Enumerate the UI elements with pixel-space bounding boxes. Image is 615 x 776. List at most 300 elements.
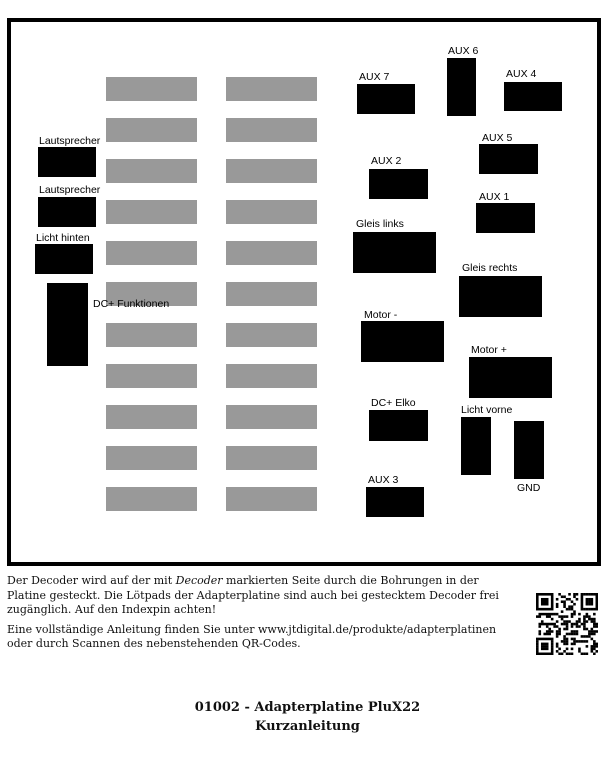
qr-module [543, 608, 546, 611]
qr-module [578, 648, 581, 651]
qr-module [573, 610, 576, 613]
qr-module [583, 623, 586, 626]
pad-lautsprecher-2 [38, 197, 96, 227]
qr-module [548, 653, 551, 655]
qr-module [551, 605, 554, 608]
label-licht-hinten: Licht hinten [36, 232, 90, 244]
qr-module [541, 603, 544, 606]
qr-module [566, 623, 569, 626]
qr-module [541, 645, 544, 648]
qr-code-graphic [536, 593, 598, 655]
qr-module [578, 640, 581, 643]
qr-module [566, 648, 569, 651]
pad-licht-hinten [35, 244, 93, 274]
qr-module [588, 600, 591, 603]
qr-module [563, 650, 566, 653]
label-aux4: AUX 4 [506, 68, 537, 80]
qr-module [536, 605, 539, 608]
qr-module [586, 653, 589, 655]
qr-module [576, 640, 579, 643]
qr-module [583, 615, 586, 618]
qr-module [556, 625, 559, 628]
qr-module [538, 623, 541, 626]
label-aux5: AUX 5 [482, 132, 513, 144]
qr-module [536, 595, 539, 598]
pin-pad [106, 405, 197, 429]
qr-module [583, 635, 586, 638]
qr-module [546, 613, 549, 616]
qr-module [551, 640, 554, 643]
qr-module [538, 613, 541, 616]
qr-module [581, 653, 584, 655]
pin-pad [226, 241, 317, 265]
qr-module [586, 613, 589, 616]
qr-module [546, 645, 549, 648]
qr-module [556, 630, 559, 633]
qr-module [593, 633, 596, 636]
qr-module [576, 598, 579, 601]
qr-module [576, 620, 579, 623]
qr-module [571, 643, 574, 646]
qr-module [586, 600, 589, 603]
qr-module [558, 630, 561, 633]
pin-pad [226, 118, 317, 142]
pad-motor-plus [469, 357, 552, 398]
qr-module [596, 600, 598, 603]
qr-module [596, 595, 598, 598]
qr-module [591, 608, 594, 611]
qr-module [551, 593, 554, 596]
qr-module [586, 603, 589, 606]
qr-module [563, 635, 566, 638]
qr-module [593, 645, 596, 648]
pad-gleis-rechts [459, 276, 542, 317]
label-licht-vorne: Licht vorne [461, 404, 513, 416]
qr-module [551, 623, 554, 626]
qr-module [568, 605, 571, 608]
qr-module [538, 638, 541, 641]
qr-module [571, 608, 574, 611]
qr-module [551, 595, 554, 598]
qr-module [558, 648, 561, 651]
qr-module [588, 593, 591, 596]
pin-pad [226, 200, 317, 224]
qr-module [546, 643, 549, 646]
qr-module [591, 600, 594, 603]
qr-module [563, 595, 566, 598]
qr-module [536, 650, 539, 653]
qr-module [596, 603, 598, 606]
description-text: Der Decoder wird auf der mit [7, 574, 176, 587]
qr-module [563, 603, 566, 606]
qr-module [571, 638, 574, 641]
pad-aux1 [476, 203, 535, 233]
qr-module [551, 653, 554, 655]
qr-module [573, 638, 576, 641]
qr-module [571, 613, 574, 616]
qr-module [573, 613, 576, 616]
label-dc-elko: DC+ Elko [371, 397, 416, 409]
qr-module [548, 638, 551, 641]
qr-module [551, 600, 554, 603]
qr-module [561, 600, 564, 603]
qr-module [561, 653, 564, 655]
qr-module [543, 603, 546, 606]
qr-module [596, 608, 598, 611]
qr-module [573, 633, 576, 636]
pin-pad [226, 282, 317, 306]
qr-module [536, 648, 539, 651]
qr-module [571, 625, 574, 628]
pin-pad [226, 364, 317, 388]
qr-module [593, 623, 596, 626]
qr-module [551, 618, 554, 621]
qr-module [566, 608, 569, 611]
qr-module [576, 623, 579, 626]
qr-module [578, 618, 581, 621]
qr-module [571, 605, 574, 608]
qr-module [591, 650, 594, 653]
qr-module [541, 598, 544, 601]
pin-pad [106, 118, 197, 142]
qr-module [551, 645, 554, 648]
qr-module [586, 645, 589, 648]
description [7, 574, 507, 657]
qr-module [561, 618, 564, 621]
qr-module [593, 653, 596, 655]
qr-module [591, 648, 594, 651]
qr-module [581, 600, 584, 603]
qr-module [558, 633, 561, 636]
qr-module [536, 600, 539, 603]
qr-module [543, 645, 546, 648]
qr-module [583, 653, 586, 655]
qr-module [538, 653, 541, 655]
qr-module [583, 620, 586, 623]
qr-module [596, 625, 598, 628]
qr-module [551, 650, 554, 653]
qr-module [543, 648, 546, 651]
qr-module [551, 598, 554, 601]
qr-module [561, 610, 564, 613]
qr-module [588, 615, 591, 618]
qr-module [538, 615, 541, 618]
qr-module [591, 628, 594, 631]
qr-module [571, 633, 574, 636]
qr-module [551, 638, 554, 641]
pin-pad [106, 77, 197, 101]
qr-module [558, 615, 561, 618]
qr-module [536, 645, 539, 648]
qr-module [556, 613, 559, 616]
qr-module [573, 643, 576, 646]
qr-module [538, 633, 541, 636]
qr-module [583, 640, 586, 643]
qr-module [571, 653, 574, 655]
qr-module [543, 623, 546, 626]
qr-module [578, 625, 581, 628]
title-line-1: 01002 - Adapterplatine PluX22 [194, 700, 421, 715]
qr-module [561, 615, 564, 618]
qr-module [568, 608, 571, 611]
qr-module [551, 648, 554, 651]
qr-module [581, 593, 584, 596]
pad-licht-vorne [461, 417, 491, 475]
qr-module [561, 640, 564, 643]
qr-module [548, 623, 551, 626]
label-motor-minus: Motor - [364, 309, 398, 321]
pad-aux4 [504, 82, 562, 111]
qr-module [596, 598, 598, 601]
label-aux3: AUX 3 [368, 474, 399, 486]
description-emphasis: Decoder [175, 574, 223, 587]
qr-module [571, 600, 574, 603]
qr-module [536, 643, 539, 646]
qr-module [546, 608, 549, 611]
qr-module [591, 603, 594, 606]
qr-module [578, 620, 581, 623]
qr-module [583, 608, 586, 611]
qr-module [536, 598, 539, 601]
qr-module [541, 593, 544, 596]
label-gleis-links: Gleis links [356, 218, 404, 230]
qr-module [571, 648, 574, 651]
qr-module [586, 620, 589, 623]
qr-module [571, 630, 574, 633]
qr-module [566, 615, 569, 618]
qr-module [566, 625, 569, 628]
qr-module [566, 633, 569, 636]
qr-module [593, 593, 596, 596]
qr-module [556, 645, 559, 648]
qr-module [581, 603, 584, 606]
qr-module [586, 608, 589, 611]
qr-module [591, 598, 594, 601]
qr-module [563, 623, 566, 626]
pad-aux2 [369, 169, 428, 199]
qr-module [588, 635, 591, 638]
qr-module [588, 630, 591, 633]
qr-module [566, 653, 569, 655]
adapter-board-diagram [7, 18, 601, 566]
qr-module [586, 615, 589, 618]
qr-module [593, 625, 596, 628]
qr-module [563, 615, 566, 618]
qr-module [566, 643, 569, 646]
qr-module [551, 603, 554, 606]
qr-module [541, 643, 544, 646]
qr-module [566, 640, 569, 643]
pad-aux3 [366, 487, 424, 517]
qr-module [556, 603, 559, 606]
qr-module [596, 605, 598, 608]
document-title [0, 698, 615, 736]
pin-pad [106, 446, 197, 470]
qr-module [538, 608, 541, 611]
qr-module [568, 653, 571, 655]
label-dc-funktionen: DC+ Funktionen [93, 298, 170, 310]
title-line-2: Kurzanleitung [255, 719, 360, 734]
qr-module [576, 633, 579, 636]
qr-module [548, 613, 551, 616]
qr-module [548, 593, 551, 596]
qr-module [543, 613, 546, 616]
description-paragraph-2: Eine vollständige Anleitung finden Sie unter www.jtdigital.de/produkte/adapterplatinen oder durch Scannen des nebenstehenden QR-Codes. [7, 622, 497, 650]
qr-module [573, 593, 576, 596]
qr-module [541, 653, 544, 655]
pin-pad [106, 323, 197, 347]
pad-lautsprecher-1 [38, 147, 96, 177]
qr-module [556, 650, 559, 653]
pin-pad [226, 77, 317, 101]
label-aux1: AUX 1 [479, 191, 510, 203]
qr-module [573, 623, 576, 626]
qr-module [556, 633, 559, 636]
pin-pad [226, 159, 317, 183]
qr-module [548, 633, 551, 636]
board-svg [7, 18, 601, 566]
qr-module [568, 620, 571, 623]
pad-gnd [514, 421, 544, 479]
qr-module [573, 630, 576, 633]
pin-pad [226, 323, 317, 347]
pin-pad [226, 446, 317, 470]
qr-module [591, 633, 594, 636]
qr-module [596, 645, 598, 648]
description-paragraph-1 [7, 574, 507, 618]
qr-module [553, 625, 556, 628]
qr-module [561, 595, 564, 598]
qr-module [593, 613, 596, 616]
qr-module [546, 630, 549, 633]
qr-module [556, 643, 559, 646]
qr-module [583, 618, 586, 621]
qr-module [583, 625, 586, 628]
pin-pad [106, 241, 197, 265]
description-text: markierten Seite durch die Bohrungen in der Platine gesteckt. Die Lötpads der Adapterplatine sind auch bei gestecktem Decoder frei zugänglich. Auf den Indexpin achten! [7, 574, 499, 616]
qr-module [548, 630, 551, 633]
qr-module [596, 650, 598, 653]
pad-gleis-links [353, 232, 436, 273]
qr-module [568, 633, 571, 636]
qr-module [541, 623, 544, 626]
qr-module [586, 598, 589, 601]
pad-aux6 [447, 58, 476, 116]
qr-module [543, 633, 546, 636]
qr-module [591, 630, 594, 633]
label-aux6: AUX 6 [448, 45, 479, 57]
qr-module [593, 618, 596, 621]
qr-module [578, 650, 581, 653]
qr-module [591, 638, 594, 641]
qr-module [551, 613, 554, 616]
qr-module [558, 628, 561, 631]
qr-code-icon [536, 593, 598, 660]
qr-module [563, 643, 566, 646]
qr-module [536, 640, 539, 643]
qr-module [541, 613, 544, 616]
qr-module [563, 600, 566, 603]
qr-module [546, 615, 549, 618]
qr-module [551, 608, 554, 611]
qr-module [588, 598, 591, 601]
qr-module [553, 623, 556, 626]
qr-module [593, 643, 596, 646]
qr-module [581, 623, 584, 626]
qr-module [571, 623, 574, 626]
qr-module [548, 608, 551, 611]
pin-pad [106, 200, 197, 224]
qr-module [576, 625, 579, 628]
qr-module [566, 638, 569, 641]
label-lautsprecher-1: Lautsprecher [39, 135, 101, 147]
qr-module [563, 628, 566, 631]
label-lautsprecher-2: Lautsprecher [39, 184, 101, 196]
pad-dc-funktionen [47, 283, 88, 366]
qr-module [546, 598, 549, 601]
qr-module [576, 593, 579, 596]
qr-module [541, 638, 544, 641]
qr-module [573, 640, 576, 643]
qr-module [586, 593, 589, 596]
qr-module [553, 613, 556, 616]
qr-module [571, 615, 574, 618]
qr-module [563, 640, 566, 643]
qr-module [563, 605, 566, 608]
qr-module [593, 620, 596, 623]
qr-module [581, 635, 584, 638]
pad-motor-minus [361, 321, 444, 362]
qr-module [536, 615, 539, 618]
qr-module [576, 630, 579, 633]
qr-module [546, 638, 549, 641]
qr-module [596, 643, 598, 646]
qr-module [583, 628, 586, 631]
qr-module [586, 640, 589, 643]
qr-module [536, 653, 539, 655]
qr-module [543, 638, 546, 641]
qr-module [588, 603, 591, 606]
qr-module [588, 633, 591, 636]
qr-module [568, 593, 571, 596]
qr-module [593, 648, 596, 651]
label-gnd: GND [517, 482, 541, 494]
qr-module [546, 648, 549, 651]
qr-module [591, 645, 594, 648]
qr-module [546, 623, 549, 626]
qr-module [561, 623, 564, 626]
label-aux2: AUX 2 [371, 155, 402, 167]
qr-module [543, 653, 546, 655]
qr-module [551, 643, 554, 646]
qr-module [573, 595, 576, 598]
label-gleis-rechts: Gleis rechts [462, 262, 518, 274]
label-aux7: AUX 7 [359, 71, 390, 83]
qr-module [541, 620, 544, 623]
qr-module [546, 653, 549, 655]
qr-module [536, 638, 539, 641]
qr-module [593, 630, 596, 633]
qr-module [566, 598, 569, 601]
qr-module [596, 593, 598, 596]
qr-module [546, 593, 549, 596]
qr-module [541, 648, 544, 651]
qr-module [578, 613, 581, 616]
qr-module [556, 620, 559, 623]
qr-module [538, 630, 541, 633]
qr-module [596, 630, 598, 633]
pad-aux5 [479, 144, 538, 174]
